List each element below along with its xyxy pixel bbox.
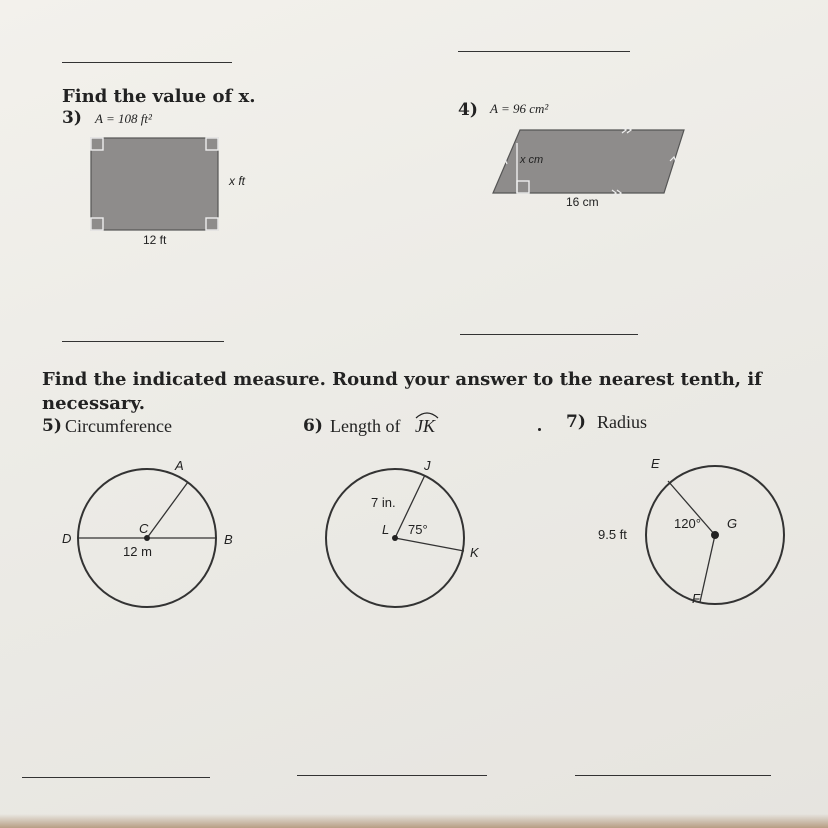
answer-line-6 <box>297 775 487 776</box>
problem7-circle <box>642 462 788 608</box>
table-edge <box>0 814 828 828</box>
problem7-text: Radius <box>597 412 648 432</box>
problem6-radius: 7 in. <box>371 495 396 510</box>
problem4-height-label: x cm <box>520 154 544 166</box>
problem6-arc-label <box>415 416 435 437</box>
problem4-base-label: 16 cm <box>566 195 599 209</box>
arc-symbol-icon <box>415 411 439 419</box>
problem6-circle <box>322 465 468 611</box>
answer-line-4b <box>460 334 638 335</box>
section2-heading-line2: necessary. <box>42 393 146 414</box>
answer-line-7 <box>575 775 771 776</box>
problem5-circle <box>74 465 220 611</box>
problem6-text: Length of <box>330 416 401 436</box>
problem5-label-D: D <box>62 531 72 546</box>
problem5-number: 5) <box>42 416 62 436</box>
problem3-base-label: 12 ft <box>143 233 167 247</box>
problem3-area: A = 108 ft² <box>95 111 152 126</box>
problem6-label-J: J <box>424 458 431 473</box>
answer-line-4 <box>458 51 630 52</box>
problem7-number: 7) <box>566 412 586 432</box>
problem3-number: 3) <box>62 108 82 128</box>
problem6-label-K: K <box>470 545 479 560</box>
problem7-label-G: G <box>727 516 738 531</box>
problem5-label-A: A <box>175 458 184 473</box>
problem3-rectangle <box>85 132 235 232</box>
section1-heading: Find the value of x. <box>62 86 256 107</box>
problem4-number: 4) <box>458 100 478 120</box>
problem5-text: Circumference <box>65 416 172 436</box>
answer-line-3b <box>62 341 224 342</box>
problem7-angle: 120° <box>674 516 701 531</box>
problem5-label-C: C <box>139 521 149 536</box>
problem5-label-B: B <box>224 532 233 547</box>
problem7-label-F: F <box>692 591 700 606</box>
section2-heading-line1: Find the indicated measure. Round your answer to the nearest tenth, if <box>42 369 762 390</box>
answer-line-5 <box>22 777 210 778</box>
problem7-arc-length: 9.5 ft <box>598 527 627 542</box>
problem7-label-E: E <box>651 456 660 471</box>
problem4-area: A = 96 cm² <box>490 101 549 116</box>
problem3-side-label: x ft <box>229 174 246 188</box>
problem5-measure: 12 m <box>123 544 152 559</box>
problem6-angle: 75° <box>408 522 428 537</box>
problem6-number: 6) <box>303 416 323 436</box>
stray-dot <box>538 428 541 431</box>
answer-line-3 <box>62 62 232 63</box>
problem6-arc: JK <box>415 416 435 436</box>
problem6-label-L: L <box>382 522 390 537</box>
